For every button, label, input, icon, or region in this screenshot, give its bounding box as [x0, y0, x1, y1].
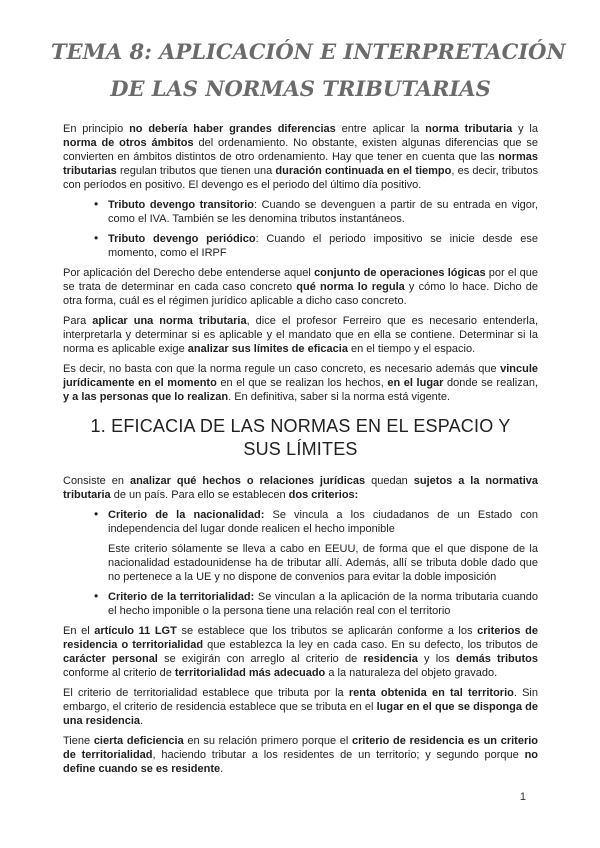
bullet-icon: • — [94, 197, 99, 211]
text-runs: Por aplicación del Derecho debe entenderse aquel conjunto de operaciones lógicas por el que se trata de determinar en cada caso concreto qué norma lo regula y cómo lo hace. Dicho de otra forma, cuál es el régimen jurídico aplicable a dicho caso concreto. — [63, 267, 538, 307]
text-runs: Tributo devengo transitorio: Cuando se devenguen a partir de su entrada en vigor, como el IVA. También se les denomina tributos instantáneos. — [108, 199, 538, 225]
bullet-icon: • — [94, 507, 99, 521]
text-runs: Para aplicar una norma tributaria, dice el profesor Ferreiro que es necesario entenderla, interpretarla y determinar si es aplicable y el mandato que en ella se contiene. Determinar si la norma es aplicable exige analizar sus límites de eficacia en el tiempo y el espacio. — [63, 315, 539, 355]
document-title-line2: DE LAS NORMAS TRIBUTARIAS — [110, 76, 491, 101]
text-runs: Este criterio sólamente se lleva a cabo en EEUU, de forma que el que dispone de la nacionalidad estadounidense ha de tributar allí. Además, allí se tributa doble dado que no pertenece a la UE y no dispone de convenios para evitar la doble imposición — [108, 543, 538, 583]
text-runs: En el artículo 11 LGT se establece que los tributos se aplicarán conforme a los criterios de residencia o territorialidad que establezca la ley en cada caso. En su defecto, los tributos de carácter personal se exigirán con arreglo al criterio de residencia y los demás tributos conforme al criterio de territorialidad más adecuado a la naturaleza del objeto gravado. — [63, 625, 538, 679]
document-title — [51, 33, 566, 107]
section-heading-line: SUS LÍMITES — [243, 439, 358, 459]
paragraph — [63, 362, 538, 404]
paragraph — [63, 266, 538, 308]
text-runs: Criterio de la territorialidad: Se vinculan a la aplicación de la norma tributaria cuando el hecho imponible o la persona tiene una relación real con el territorio — [108, 591, 538, 617]
bullet-item — [63, 198, 538, 226]
paragraph — [63, 624, 538, 680]
document-content — [63, 122, 538, 776]
text-runs: Tributo devengo periódico: Cuando el periodo impositivo se inicie desde ese momento, como el IRPF — [108, 233, 538, 259]
bullet-item — [63, 232, 538, 260]
paragraph — [63, 686, 538, 728]
text-runs: Tiene cierta deficiencia en su relación primero porque el criterio de residencia es un criterio de territorialidad, haciendo tributar a los residentes de un territorio; y segundo porque no define cuando se es residente. — [63, 735, 539, 775]
text-runs: Criterio de la nacionalidad: Se vincula a los ciudadanos de un Estado con independencia del lugar donde realicen el hecho imponible — [108, 509, 538, 535]
paragraph — [63, 474, 538, 502]
paragraph — [63, 734, 538, 776]
text-runs: Es decir, no basta con que la norma regule un caso concreto, es necesario además que vincule jurídicamente en el momento en el que se realizan los hechos, en el lugar donde se realizan, y a las personas que lo realizan. En definitiva, saber si la norma está vigente. — [63, 363, 538, 403]
document-title-line1: TEMA 8: APLICACIÓN E INTERPRETACIÓN — [51, 39, 566, 64]
paragraph — [63, 314, 538, 356]
bullet-sub-paragraph — [63, 542, 538, 584]
text-runs: En principio no debería haber grandes diferencias entre aplicar la norma tributaria y la norma de otros ámbitos del ordenamiento. No obstante, existen algunas diferencias que se convierten en ámbitos distintos de otro ordenamiento. Hay que tener en cuenta que las normas tributarias regulan tributos que tienen una duración continuada en el tiempo, es decir, tributos con períodos en positivo. El devengo es el periodo del último día positivo. — [63, 123, 538, 191]
text-runs: El criterio de territorialidad establece que tributa por la renta obtenida en tal territorio. Sin embargo, el criterio de residencia establece que se tributa en el lugar en el que se disponga de una residencia. — [63, 687, 538, 727]
bullet-item — [63, 508, 538, 536]
paragraph — [63, 122, 538, 192]
page-number: 1 — [519, 791, 526, 803]
section-heading — [63, 415, 538, 461]
section-heading-line: 1. EFICACIA DE LAS NORMAS EN EL ESPACIO Y — [90, 416, 511, 436]
text-runs: Consiste en analizar qué hechos o relaciones jurídicas quedan sujetos a la normativa tributaria de un país. Para ello se establecen dos criterios: — [63, 475, 539, 501]
bullet-icon: • — [94, 589, 99, 603]
bullet-icon: • — [94, 231, 99, 245]
bullet-item — [63, 590, 538, 618]
